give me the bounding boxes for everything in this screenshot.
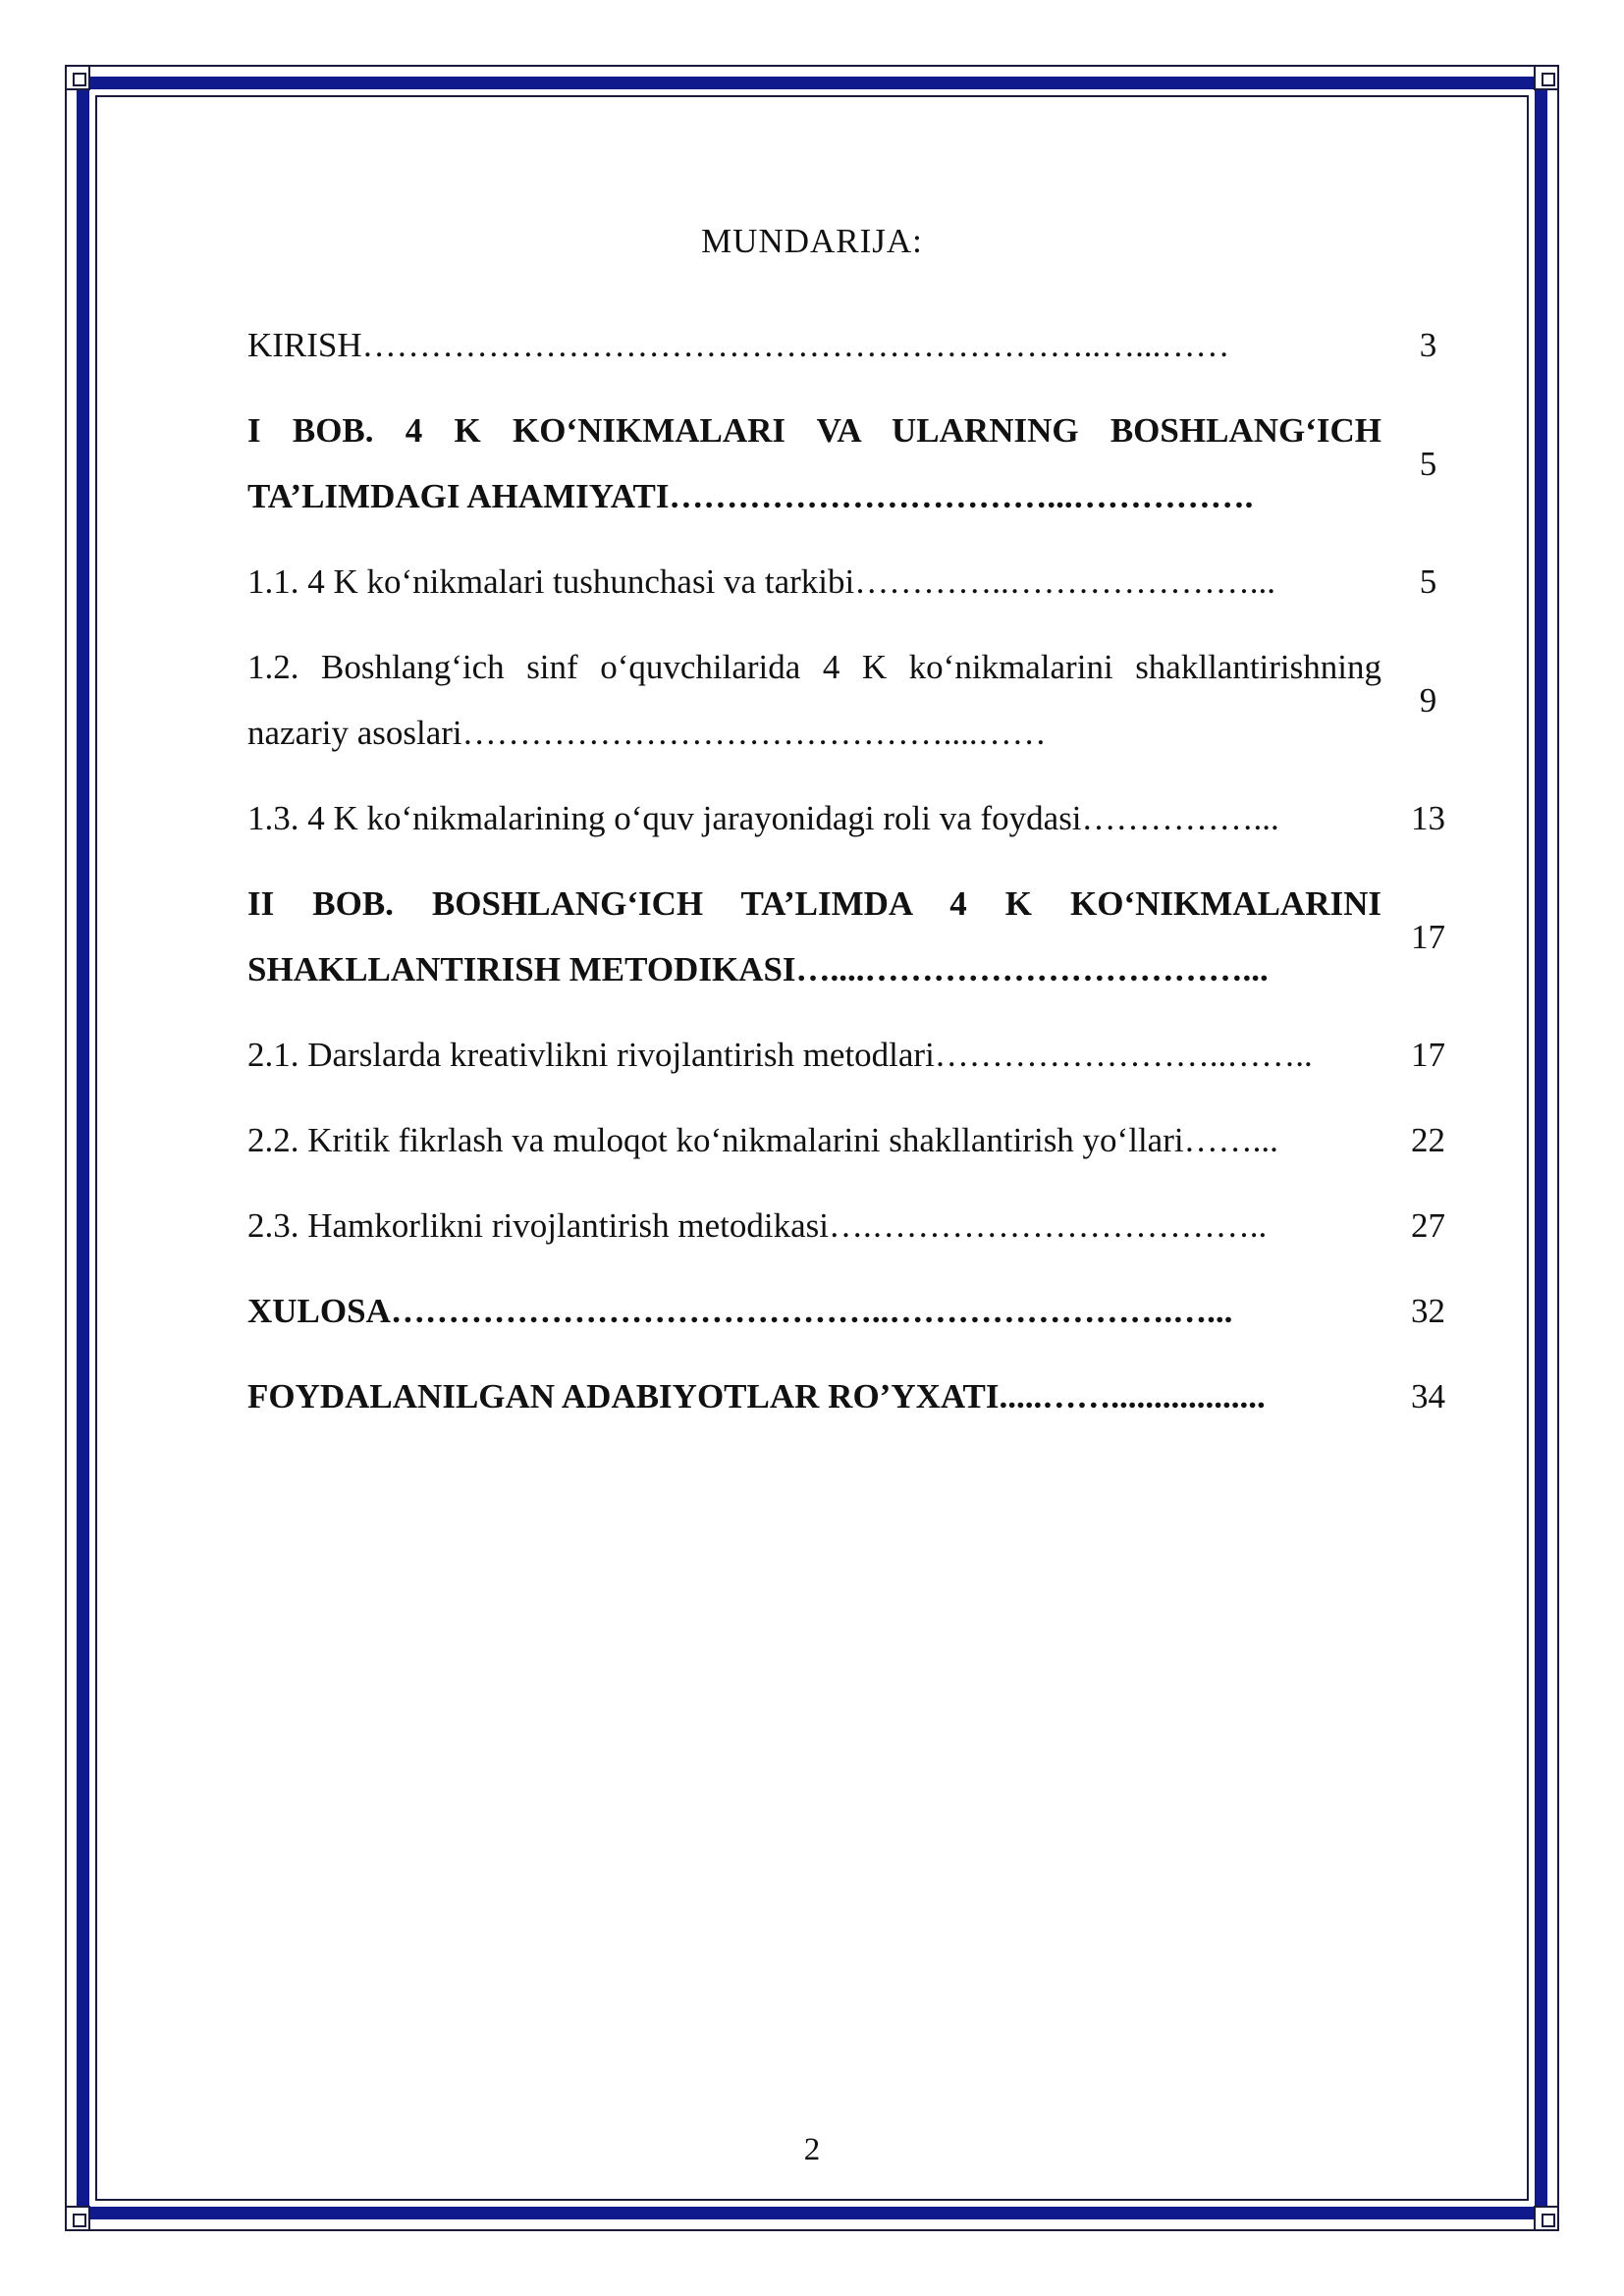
corner-ornament-top-right <box>1534 65 1559 90</box>
toc-entry-text: 2.3. Hamkorlikni rivojlantirish metodikasi….…………………………….. <box>247 1206 1268 1245</box>
toc-entry-references[interactable] <box>247 1363 1475 1429</box>
toc-entry-1-2[interactable] <box>247 634 1475 766</box>
toc-entry-1-3[interactable] <box>247 785 1475 851</box>
toc-entry-text: 2.1. Darslarda kreativlikni rivojlantirish metodlari……………………..…….. <box>247 1036 1313 1074</box>
corner-ornament-bottom-right <box>1534 2206 1559 2231</box>
toc-entry-1-1[interactable] <box>247 549 1475 614</box>
toc-entry-text: XULOSA……………………………………..…………………….…... <box>247 1292 1233 1330</box>
toc-entry-xulosa[interactable] <box>247 1278 1475 1344</box>
toc-page-number: 9 <box>1419 680 1437 720</box>
toc-entry-text: 1.2. Boshlang‘ich sinf o‘quvchilarida 4 K ko‘nikmalarini shakllantirishning nazariy asoslari……………………………………....…… <box>247 648 1381 752</box>
toc-page-number: 13 <box>1411 799 1445 837</box>
corner-ornament-top-left <box>65 65 90 90</box>
toc-entry-text: 1.3. 4 K ko‘nikmalarining o‘quv jarayonidagi roli va foydasi……………... <box>247 799 1279 837</box>
toc-page-number: 17 <box>1411 917 1445 956</box>
toc-entry-text: FOYDALANILGAN ADABIYOTLAR RO’YXATI.....…….................. <box>247 1377 1266 1415</box>
toc-entry-2-1[interactable] <box>247 1022 1475 1088</box>
toc-page-number: 5 <box>1419 444 1437 483</box>
table-of-contents <box>247 312 1475 1449</box>
toc-page-number: 17 <box>1411 1036 1445 1074</box>
toc-entry-text: KIRISH………………………………………………………..…...…… <box>247 326 1230 364</box>
toc-entry-chapter-2[interactable] <box>247 871 1475 1002</box>
toc-entry-text: 1.1. 4 K ko‘nikmalari tushunchasi va tarkibi…………..…………………... <box>247 562 1275 601</box>
footer-page-number: 2 <box>803 2132 821 2167</box>
toc-entry-chapter-1[interactable] <box>247 398 1475 529</box>
corner-ornament-bottom-left <box>65 2206 90 2231</box>
toc-entry-text: 2.2. Kritik fikrlash va muloqot ko‘nikmalarini shakllantirish yo‘llari……... <box>247 1121 1278 1159</box>
toc-entry-2-3[interactable] <box>247 1193 1475 1258</box>
toc-entry-text: I BOB. 4 K KO‘NIKMALARI VA ULARNING BOSHLANG‘ICH TA’LIMDAGI AHAMIYATI……………………………...……………. <box>247 411 1381 515</box>
toc-page-number: 27 <box>1411 1206 1445 1245</box>
toc-entry-text: II BOB. BOSHLANG‘ICH TA’LIMDA 4 K KO‘NIKMALARINI SHAKLLANTIRISH METODIKASI…....……………………………... <box>247 884 1381 988</box>
toc-entry-kirish[interactable] <box>247 312 1475 378</box>
toc-entry-2-2[interactable] <box>247 1107 1475 1173</box>
toc-page-number: 34 <box>1411 1377 1445 1415</box>
toc-page-number: 32 <box>1411 1292 1445 1330</box>
toc-page-number: 5 <box>1419 562 1437 601</box>
toc-page-number: 3 <box>1419 326 1437 364</box>
toc-page-number: 22 <box>1411 1121 1445 1159</box>
page-title: MUNDARIJA: <box>701 222 923 260</box>
